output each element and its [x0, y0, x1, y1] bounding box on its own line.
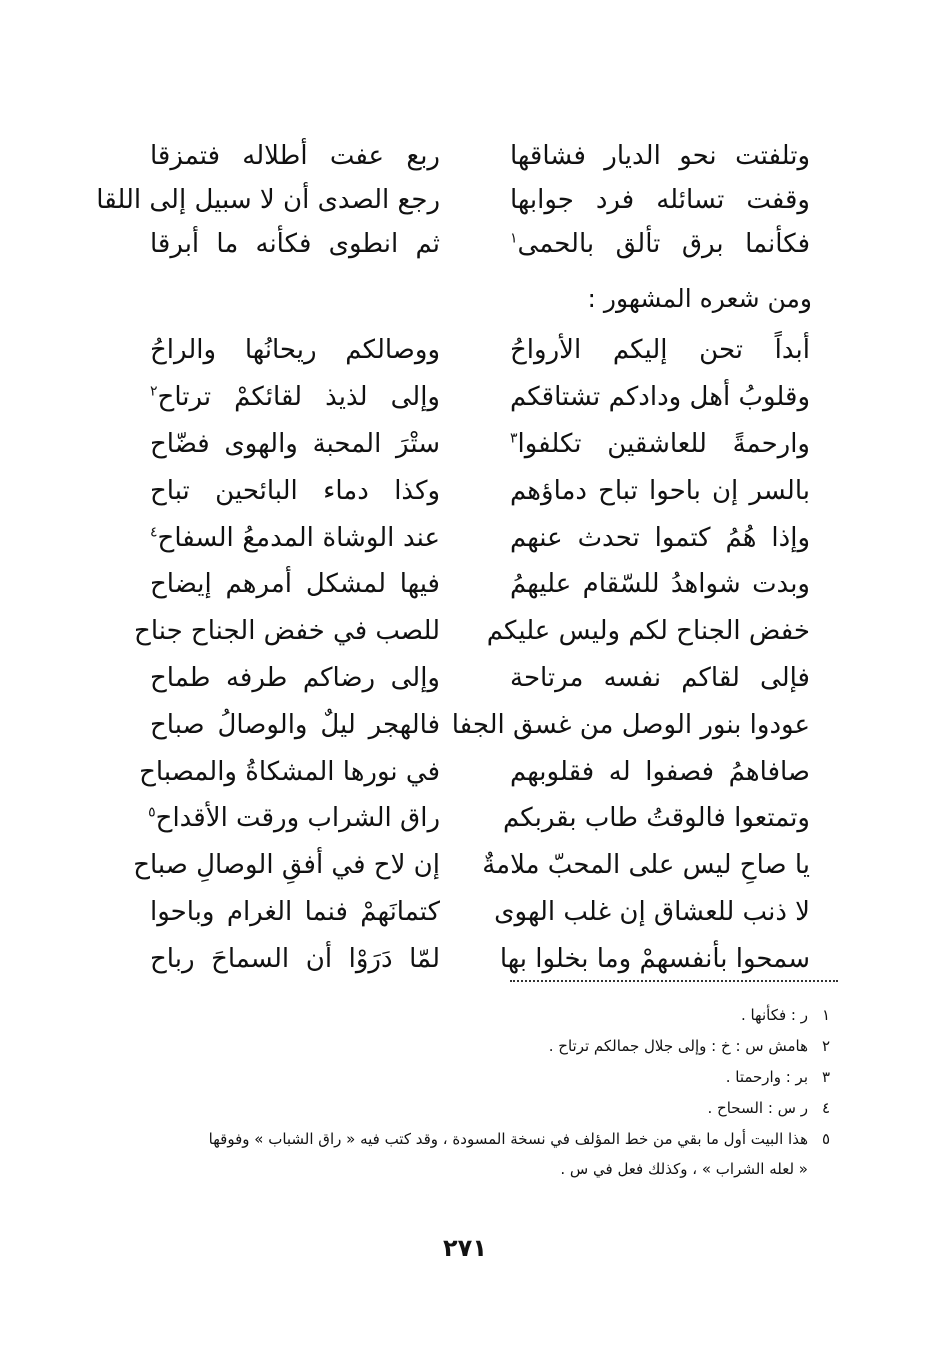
footnote-marker: ٢ — [150, 383, 158, 400]
verse-row — [139, 748, 810, 795]
first-hemistich: وتمتعوا فالوقتُ طاب بقربكم — [502, 803, 810, 834]
footnote-marker: ٥ — [148, 804, 156, 821]
footnote-text: ر س : السحاح . — [707, 1099, 808, 1117]
verse-row — [150, 655, 810, 702]
second-hemistich: فالهجر ليلٌ والوصالُ صباح — [150, 709, 440, 740]
footnote-number: ١ — [821, 1006, 830, 1024]
first-hemistich: وقلوبُ أهل ودادكم تشتاقكم — [510, 382, 810, 413]
footnotes — [130, 1000, 830, 1183]
second-hemistich: لمّا دَرَوْا أن السماحَ رباح — [150, 943, 440, 974]
second-hemistich: ربع عفت أطلاله فتمزقا — [150, 141, 440, 171]
first-hemistich: وقفت تسائله فرد جوابها — [510, 185, 810, 215]
first-hemistich: وارحمةً للعاشقين تكلفوا$^٣$ — [510, 428, 810, 459]
second-hemistich: إن لاح في أفقِ الوصالِ صباح — [133, 850, 440, 881]
verse-block-top — [96, 134, 810, 266]
first-hemistich: وبدت شواهدُ للسّقام عليهمُ — [510, 569, 810, 600]
first-hemistich: فكأنما برق تألق بالحمى$^١$ — [510, 229, 810, 259]
footnote-text: هامش س : خ : وإلى جلال جمالكم ترتاح . — [548, 1037, 808, 1055]
verse-row — [150, 561, 810, 608]
second-hemistich: فيها لمشكل أمرهم إيضاح — [150, 569, 440, 600]
first-hemistich: وتلفتت نحو الديار فشاقها — [510, 141, 810, 171]
second-hemistich: في نورها المشكاةُ والمصباح — [139, 756, 440, 787]
footnote-marker: ٣ — [510, 430, 518, 447]
second-hemistich: للصب في خفض الجناح جناح — [134, 616, 440, 647]
first-hemistich: بالسر إن باحوا تباح دماؤهم — [510, 475, 810, 506]
footnote-item — [130, 1093, 830, 1124]
second-hemistich: وإلى رضاكم طرفه طماح — [150, 662, 440, 693]
second-hemistich: وإلى لذيذ لقائكمْ ترتاح$^٢$ — [150, 382, 440, 413]
verse-row — [150, 421, 810, 468]
verse-row — [150, 514, 810, 561]
verse-row — [150, 935, 810, 982]
footnote-item — [130, 1031, 830, 1062]
second-hemistich: ثم انطوى فكأنه ما أبرقا — [150, 229, 440, 259]
footnote-text: بر : وارحمتا . — [725, 1068, 808, 1086]
second-hemistich: رجع الصدى أن لا سبيل إلى اللقا — [96, 185, 440, 215]
first-hemistich: لا ذنب للعشاق إن غلب الهوى — [494, 896, 810, 927]
first-hemistich: أبداً تحن إليكم الأرواحُ — [510, 335, 810, 366]
footnote-marker: ٤ — [150, 523, 158, 540]
second-hemistich: ستْرَ المحبة والهوى فضّاح — [150, 428, 440, 459]
verse-row — [150, 889, 810, 936]
second-hemistich: راق الشراب ورقت الأقداح$^٥$ — [148, 803, 440, 834]
footnote-number: ٥ — [821, 1130, 830, 1148]
verse-row — [150, 795, 810, 842]
footnote-text: هذا البيت أول ما بقي من خط المؤلف في نسخة المسودة ، وقد كتب فيه « راق الشباب » وفوقها — [208, 1130, 808, 1148]
first-hemistich: يا صاحِ ليس على المحبّ ملامةٌ — [482, 850, 810, 881]
second-hemistich: ووصالكم ريحانُها والراحُ — [150, 335, 440, 366]
first-hemistich: فإلى لقاكم نفسه مرتاحة — [510, 662, 810, 693]
footnote-number: ٣ — [821, 1068, 830, 1086]
verse-row — [150, 701, 810, 748]
footnote-item — [130, 1000, 830, 1031]
verse-row — [96, 178, 810, 222]
verse-row — [150, 327, 810, 374]
second-hemistich: وكذا دماء البائحين تباح — [150, 475, 440, 506]
second-hemistich: عند الوشاة المدمعُ السفاح$^٤$ — [150, 522, 440, 553]
verse-row — [133, 842, 810, 889]
verse-row — [150, 222, 810, 266]
verse-row — [134, 608, 810, 655]
footnote-number: ٤ — [821, 1099, 830, 1117]
footnote-continuation: « لعله الشراب » ، وكذلك فعل في س . — [560, 1159, 808, 1178]
first-hemistich: خفض الجناح لكم وليس عليكم — [486, 616, 810, 647]
verse-row — [150, 467, 810, 514]
first-hemistich: وإذا هُمُ كتموا تحدث عنهم — [510, 522, 810, 553]
first-hemistich: عودوا بنور الوصل من غسق الجفا — [451, 709, 810, 740]
verse-row — [150, 134, 810, 178]
verse-block-main — [133, 327, 810, 982]
verse-row — [150, 374, 810, 421]
footnote-number: ٢ — [821, 1037, 830, 1055]
footnote-item — [130, 1062, 830, 1093]
first-hemistich: صافاهمُ فصفوا له فقلوبهم — [510, 756, 810, 787]
first-hemistich: سمحوا بأنفسهمْ وما بخلوا بها — [499, 943, 810, 974]
footnote-separator — [510, 980, 838, 982]
footnote-text: ر : فكأنها . — [740, 1006, 808, 1024]
page-number: ٢٧١ — [443, 1234, 487, 1262]
second-hemistich: كتمانَهمْ فنما الغرام وباحوا — [150, 896, 440, 927]
footnote-marker: ١ — [510, 230, 518, 247]
footnote-item — [130, 1124, 830, 1155]
intro-line: ومن شعره المشهور : — [587, 284, 812, 313]
